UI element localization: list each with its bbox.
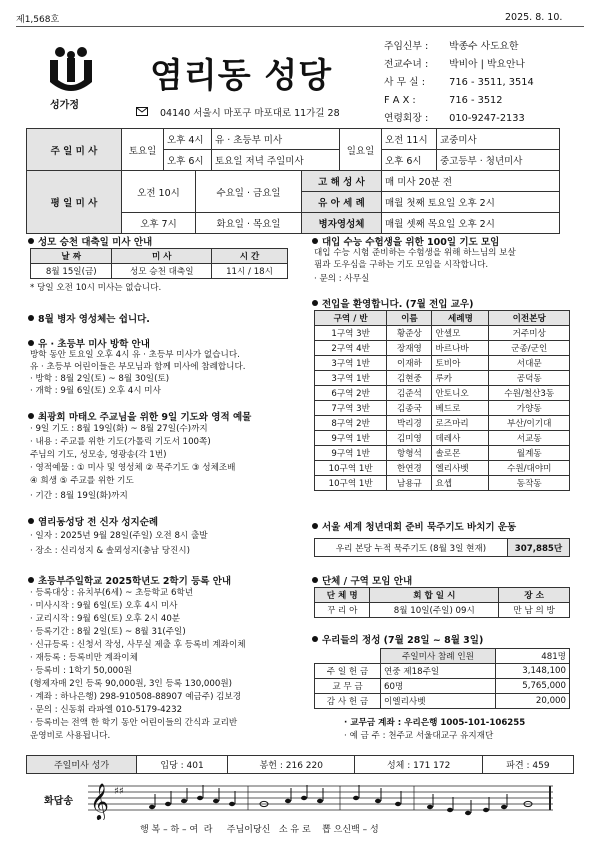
weekday-mass-label: 평 일 미 사 bbox=[27, 171, 122, 234]
exam-prayer-title: 대입 수능 수험생을 위한 100일 기도 모임 bbox=[312, 234, 499, 248]
staff-row: 사 무 실 : 716 - 3511, 3514 bbox=[384, 77, 534, 88]
table-row: 1구역 3반 황준상 안셀모 거주미상 bbox=[315, 326, 570, 341]
offering-account: · 교무금 계좌 : 우리은행 1005-101-106255 bbox=[344, 718, 526, 728]
table-row: 7구역 3반 김종국 베드로 가양동 bbox=[315, 401, 570, 416]
table-row: 8구역 2반 박리경 로즈마리 부산/이기대 bbox=[315, 416, 570, 431]
table-row: 3구역 1반 이재하 토비아 서대문 bbox=[315, 356, 570, 371]
weekday-mass-table: 평 일 미 사 오전 10시 수요일 · 금요일 고 해 성 사 매 미사 20분 전 유 아 세 례 매월 첫째 토요일 오후 2시 오후 7시 화요일 · 목요일 병자영성체 매월 셋째 목요일 오후 2시 bbox=[26, 170, 560, 234]
bullet-icon bbox=[28, 238, 34, 244]
issue-date: 2025. 8. 10. bbox=[505, 12, 563, 23]
assumption-section-title: 성모 승천 대축일 미사 안내 bbox=[28, 234, 152, 248]
parish-name: 염리동 성당 bbox=[150, 56, 333, 96]
table-row: 10구역 1반 남용규 요셉 동작동 bbox=[315, 476, 570, 491]
table-row: 6구역 2반 김준석 안토니오 수원/철산3동 bbox=[315, 386, 570, 401]
prayer9-title: 최광희 마태오 주교님을 위한 9일 기도와 영적 예물 bbox=[28, 409, 251, 423]
sunday-school-title: 초등부주일학교 2025학년도 2학기 등록 안내 bbox=[28, 573, 231, 587]
rosary-count: 307,885단 bbox=[508, 539, 570, 557]
staff-row: 주임신부 : 박종수 사도요한 bbox=[384, 41, 519, 52]
children-mass-title: 유 · 초등부 미사 방학 안내 bbox=[28, 336, 150, 350]
bullet-icon bbox=[28, 340, 34, 346]
table-row: 9구역 1반 항형석 솔로몬 월계동 bbox=[315, 446, 570, 461]
sick-communion-title: 8월 병자 영성체는 쉽니다. bbox=[28, 311, 150, 325]
bullet-icon bbox=[28, 315, 34, 321]
mass-schedule-table: 주 일 미 사 토요일 오후 4시 유 · 초등부 미사 일요일 오전 11시 교중미사 오후 6시 토요일 저녁 주일미사 오후 6시 중고등부 · 청년미사 bbox=[26, 128, 560, 171]
antiphon-lyrics: 행 복 – 하 – 여 라 주님이당신 소 유 로 뽑 으신백 – 성 bbox=[140, 825, 379, 835]
holy-family-logo-icon bbox=[46, 46, 96, 94]
bullet-icon bbox=[312, 636, 318, 642]
staff-row: 연령회장 : 010-9247-2133 bbox=[384, 113, 525, 124]
offering-account-holder: · 예 금 주 : 천주교 서울대교구 유지재단 bbox=[344, 731, 494, 741]
parish-address: 04140 서울시 마포구 마포대로 11가길 28 bbox=[160, 108, 340, 119]
bullet-icon bbox=[28, 577, 34, 583]
svg-text:𝄞: 𝄞 bbox=[90, 782, 109, 820]
newcomers-table: 구역 / 반 이름 세례명 이전본당 1구역 3반 황준상 안셀모 거주미상 2구역 4반 장재영 바르나바 군종/군인 3구역 1반 이재하 토비아 서대문 3구역 1반 김현중 루카 공덕동 6구역 2반 김준석 안토니오 수원/철산3동 7구역 3반 김종국 베드로 가양동 8구역 2반 박리경 로즈마리 부산/이기대 9구역 1반 김미영 데레사 서교동 9구역 1반 항형석 솔로몬 월계동 10구역 1반 한연경 엘리사벳 수원/대야미 10구역 1반 남용규 요셉 동작동 bbox=[314, 310, 570, 491]
bullet-icon bbox=[312, 523, 318, 529]
rosary-title: 서울 세계 청년대회 준비 묵주기도 바치기 운동 bbox=[312, 519, 516, 533]
group-meeting-table: 단 체 명 회 합 일 시 장 소 꾸 리 아 8월 10일(주일) 09시 만 남 의 방 bbox=[314, 587, 570, 618]
rosary-table: 우리 본당 누적 묵주기도 (8월 3일 현재) 307,885단 bbox=[314, 538, 570, 557]
pilgrimage-title: 염리동성당 전 신자 성지순례 bbox=[28, 514, 158, 528]
music-staff bbox=[88, 776, 558, 820]
assumption-table: 날 짜 미 사 시 간 8월 15일(금) 성모 승천 대축일 11시 / 18시 bbox=[30, 248, 288, 279]
table-row: 10구역 1반 한연경 엘리사벳 수원/대야미 bbox=[315, 461, 570, 476]
table-row: 3구역 1반 김현중 루카 공덕동 bbox=[315, 371, 570, 386]
table-row: 9구역 1반 김미영 데레사 서교동 bbox=[315, 431, 570, 446]
assumption-note: * 당일 오전 10시 미사는 없습니다. bbox=[30, 283, 162, 293]
group-meeting-title: 단체 / 구역 모임 안내 bbox=[312, 573, 412, 587]
bullet-icon bbox=[28, 413, 34, 419]
svg-text:♯♯: ♯♯ bbox=[114, 786, 124, 797]
offering-table: 주일미사 참례 인원 481명 주 일 헌 금 연중 제18주일 3,148,100 교 무 금 60명 5,765,000 감 사 헌 금 이엘리사벳 20,000 bbox=[314, 648, 570, 709]
staff-row: 전교수녀 : 박비아 | 박요안나 bbox=[384, 59, 525, 70]
issue-number: 제1,568호 bbox=[16, 15, 60, 25]
offering-title: 우리들의 정성 (7월 28일 ~ 8월 3일) bbox=[312, 632, 483, 646]
mail-icon bbox=[136, 107, 148, 116]
sunday-mass-label: 주 일 미 사 bbox=[27, 129, 122, 171]
staff-row: F A X : 716 - 3512 bbox=[384, 95, 503, 106]
table-row: 2구역 4반 장재영 바르나바 군종/군인 bbox=[315, 341, 570, 356]
bullet-icon bbox=[28, 518, 34, 524]
newcomers-title: 전입을 환영합니다. (7월 전입 교우) bbox=[312, 296, 473, 310]
header-rule bbox=[16, 26, 584, 27]
logo-caption: 성가정 bbox=[50, 100, 79, 111]
bullet-icon bbox=[312, 577, 318, 583]
hymn-table: 주일미사 성가 입당 : 401 봉헌 : 216 220 성체 : 171 172 파견 : 459 bbox=[26, 755, 574, 774]
bullet-icon bbox=[312, 238, 318, 244]
antiphon-label: 화답송 bbox=[44, 796, 73, 807]
bullet-icon bbox=[312, 300, 318, 306]
staff-info bbox=[384, 38, 534, 128]
